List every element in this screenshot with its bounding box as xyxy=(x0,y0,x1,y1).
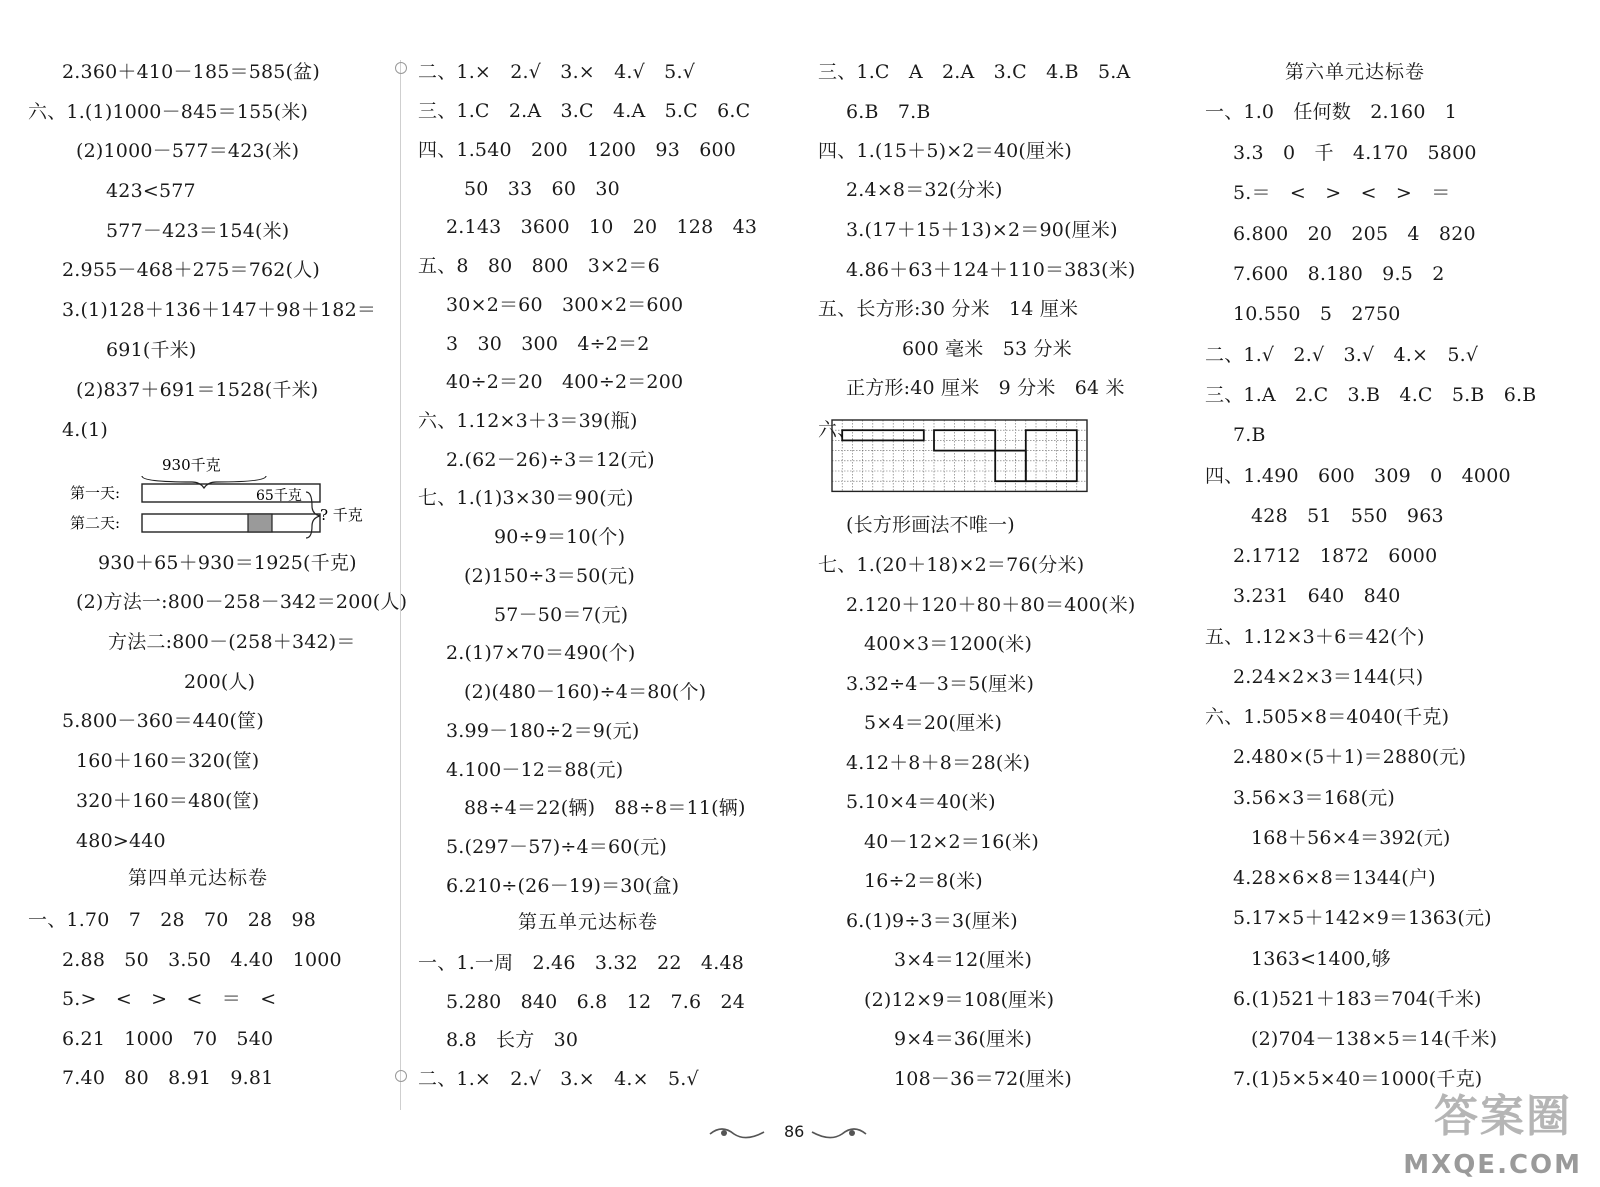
answer-line: 方法二:800－(258＋342)＝ xyxy=(108,631,356,653)
answer-line: 90÷9＝10(个) xyxy=(494,526,626,548)
page-footer xyxy=(0,1120,1600,1150)
answer-line: 2.1712 1872 6000 xyxy=(1233,545,1438,567)
rectangle-grid xyxy=(830,418,1092,498)
footer-ornament-left xyxy=(708,1124,768,1142)
answer-line: 3.(1)128＋136＋147＋98＋182＝ xyxy=(62,299,377,321)
answer-line: 2.480×(5＋1)＝2880(元) xyxy=(1233,746,1467,768)
answer-line: 7.(1)5×5×40＝1000(千克) xyxy=(1233,1068,1483,1090)
answer-line: 3×4＝12(厘米) xyxy=(894,949,1033,971)
answer-line: 2.360＋410－185＝585(盆) xyxy=(62,61,321,83)
answer-line: 二、1.√ 2.√ 3.√ 4.× 5.√ xyxy=(1205,344,1479,366)
answer-line: 6.800 20 205 4 820 xyxy=(1233,223,1476,245)
answer-line: 5.280 840 6.8 12 7.6 24 xyxy=(446,991,746,1013)
answer-line: 3.32÷4－3＝5(厘米) xyxy=(846,673,1035,695)
section-title: 第五单元达标卷 xyxy=(518,911,659,933)
answer-line: 2.88 50 3.50 4.40 1000 xyxy=(62,949,342,971)
answer-line: (2)704－138×5＝14(千米) xyxy=(1251,1028,1498,1050)
answer-line: 168＋56×4＝392(元) xyxy=(1251,827,1451,849)
answer-line: 五、1.12×3＋6＝42(个) xyxy=(1205,626,1425,648)
footer-ornament-right xyxy=(808,1124,868,1142)
answer-line: 40－12×2＝16(米) xyxy=(864,831,1039,853)
answer-line: 10.550 5 2750 xyxy=(1233,303,1401,325)
answer-line: 七、1.(20＋18)×2＝76(分米) xyxy=(818,554,1085,576)
answer-line: 5×4＝20(厘米) xyxy=(864,712,1003,734)
answer-line: 4.28×6×8＝1344(户) xyxy=(1233,867,1436,889)
answer-line: 88÷4＝22(辆) 88÷8＝11(辆) xyxy=(464,797,746,819)
answer-line: (2)837＋691＝1528(千米) xyxy=(76,379,319,401)
answer-line: 二、1.× 2.√ 3.× 4.× 5.√ xyxy=(418,1068,699,1090)
diagram-question-label: ? 千克 xyxy=(320,506,363,524)
answer-line: 三、1.A 2.C 3.B 4.C 5.B 6.B xyxy=(1205,384,1537,406)
answer-line: 六、1.(1)1000－845＝155(米) xyxy=(28,101,309,123)
section-title: 第六单元达标卷 xyxy=(1285,61,1426,83)
page-number: 86 xyxy=(784,1122,805,1141)
answer-line: 7.B xyxy=(1233,424,1266,446)
diagram-day1-label: 第一天: xyxy=(70,484,121,502)
answer-line: 5.10×4＝40(米) xyxy=(846,791,996,813)
answer-line: 2.120＋120＋80＋80＝400(米) xyxy=(846,594,1136,616)
answer-line: 7.40 80 8.91 9.81 xyxy=(62,1067,274,1089)
answer-line: 30×2＝60 300×2＝600 xyxy=(446,294,684,316)
answer-line: 480>440 xyxy=(76,830,166,852)
answer-line: 1363<1400,够 xyxy=(1251,948,1391,970)
answer-line: 3.99－180÷2＝9(元) xyxy=(446,720,640,742)
answer-line: 四、1.540 200 1200 93 600 xyxy=(418,139,737,161)
answer-line: 320＋160＝480(筐) xyxy=(76,790,260,812)
answer-line: 三、1.C A 2.A 3.C 4.B 5.A xyxy=(818,61,1131,83)
answer-line: 五、8 80 800 3×2＝6 xyxy=(418,255,660,277)
answer-line: 2.(1)7×70＝490(个) xyxy=(446,642,636,664)
answer-line: 2.24×2×3＝144(只) xyxy=(1233,666,1424,688)
answer-line: 930＋65＋930＝1925(千克) xyxy=(98,552,357,574)
diagram-day2-label: 第二天: xyxy=(70,514,121,532)
answer-line: 6.(1)9÷3＝3(厘米) xyxy=(846,910,1018,932)
answer-line: 四、1.(15＋5)×2＝40(厘米) xyxy=(818,140,1073,162)
rectangle-c xyxy=(1026,430,1077,481)
answer-line: 3.(17＋15＋13)×2＝90(厘米) xyxy=(846,219,1118,241)
answer-line: 一、1.一周 2.46 3.32 22 4.48 xyxy=(418,952,745,974)
column-divider xyxy=(400,60,401,1110)
diagram-top-label: 930千克 xyxy=(162,456,221,474)
answer-line: (2)方法一:800－258－342＝200(人) xyxy=(76,591,408,613)
answer-line: (2)1000－577＝423(米) xyxy=(76,140,300,162)
answer-line: 四、1.490 600 309 0 4000 xyxy=(1205,465,1511,487)
answer-line: 6.(1)521＋183＝704(千米) xyxy=(1233,988,1482,1010)
answer-line: 577－423＝154(米) xyxy=(106,220,290,242)
answer-line: 五、长方形:30 分米 14 厘米 xyxy=(818,298,1079,320)
answer-line: 691(千米) xyxy=(106,339,197,361)
answer-line: 六、 xyxy=(818,419,857,441)
answer-line: 正方形:40 厘米 9 分米 64 米 xyxy=(846,377,1125,399)
day2-bar xyxy=(142,514,320,532)
answer-line: 6.B 7.B xyxy=(846,101,931,123)
watermark-site: MXQE.COM xyxy=(1403,1150,1582,1180)
answer-line: 6.210÷(26－19)＝30(盒) xyxy=(446,875,680,897)
answer-line: 400×3＝1200(米) xyxy=(864,633,1033,655)
answer-line: 200(人) xyxy=(184,671,256,693)
answer-line: 2.143 3600 10 20 128 43 xyxy=(446,216,758,238)
answer-line: 3.56×3＝168(元) xyxy=(1233,787,1396,809)
answer-line: 5.17×5＋142×9＝1363(元) xyxy=(1233,907,1492,929)
answer-line: 一、1.0 任何数 2.160 1 xyxy=(1205,101,1458,123)
answer-line: (2)(480－160)÷4＝80(个) xyxy=(464,681,707,703)
answer-line: 4.86＋63＋124＋110＝383(米) xyxy=(846,259,1136,281)
answer-line: 160＋160＝320(筐) xyxy=(76,750,260,772)
answer-line: 5.(297－57)÷4＝60(元) xyxy=(446,836,668,858)
answer-line: (2)12×9＝108(厘米) xyxy=(864,989,1055,1011)
answer-line: 4.100－12＝88(元) xyxy=(446,759,624,781)
answer-line: 428 51 550 963 xyxy=(1251,505,1444,527)
answer-line: 3 30 300 4÷2＝2 xyxy=(446,333,650,355)
answer-line: 4.12＋8＋8＝28(米) xyxy=(846,752,1031,774)
watermark-logo: 答案圈 xyxy=(1434,1091,1572,1142)
answer-line: 六、1.505×8＝4040(千克) xyxy=(1205,706,1450,728)
answer-line: 3.231 640 840 xyxy=(1233,585,1401,607)
answer-line: 50 33 60 30 xyxy=(464,178,620,200)
answer-line: 2.4×8＝32(分米) xyxy=(846,179,1003,201)
answer-line: 16÷2＝8(米) xyxy=(864,870,983,892)
ornament-dot-top xyxy=(395,62,407,74)
answer-line: 9×4＝36(厘米) xyxy=(894,1028,1033,1050)
ornament-dot-bottom xyxy=(395,1070,407,1082)
answer-line: 二、1.× 2.√ 3.× 4.√ 5.√ xyxy=(418,61,696,83)
answer-line: 2.955－468＋275＝762(人) xyxy=(62,259,321,281)
answer-line: 40÷2＝20 400÷2＝200 xyxy=(446,371,684,393)
answer-line: 7.600 8.180 9.5 2 xyxy=(1233,263,1445,285)
answer-line: 5.> < > < ＝ < xyxy=(62,988,277,1010)
answer-line: (2)150÷3＝50(元) xyxy=(464,565,635,587)
answer-line: 423<577 xyxy=(106,180,196,202)
answer-line: (长方形画法不唯一) xyxy=(846,514,1015,536)
answer-line: 5.800－360＝440(筐) xyxy=(62,710,264,732)
day2-extra-shaded xyxy=(248,514,272,532)
bar-diagram xyxy=(70,452,390,542)
answer-line: 六、1.12×3＋3＝39(瓶) xyxy=(418,410,638,432)
answer-line: 5.＝ < > < > ＝ xyxy=(1233,182,1451,204)
answer-line: 3.3 0 千 4.170 5800 xyxy=(1233,142,1477,164)
answer-line: 一、1.70 7 28 70 28 98 xyxy=(28,909,317,931)
answer-line: 6.21 1000 70 540 xyxy=(62,1028,274,1050)
rectangle-d xyxy=(995,451,1026,482)
answer-line: 600 毫米 53 分米 xyxy=(902,338,1072,360)
answer-line: 2.(62－26)÷3＝12(元) xyxy=(446,449,655,471)
answer-line: 57－50＝7(元) xyxy=(494,604,629,626)
answer-line: 4.(1) xyxy=(62,419,109,441)
answer-line: 108－36＝72(厘米) xyxy=(894,1068,1073,1090)
diagram-extra-label: 65千克 xyxy=(256,488,302,504)
answer-line: 三、1.C 2.A 3.C 4.A 5.C 6.C xyxy=(418,100,751,122)
answer-line: 8.8 长方 30 xyxy=(446,1029,579,1051)
answer-line: 七、1.(1)3×30＝90(元) xyxy=(418,487,634,509)
section-title: 第四单元达标卷 xyxy=(128,867,269,889)
